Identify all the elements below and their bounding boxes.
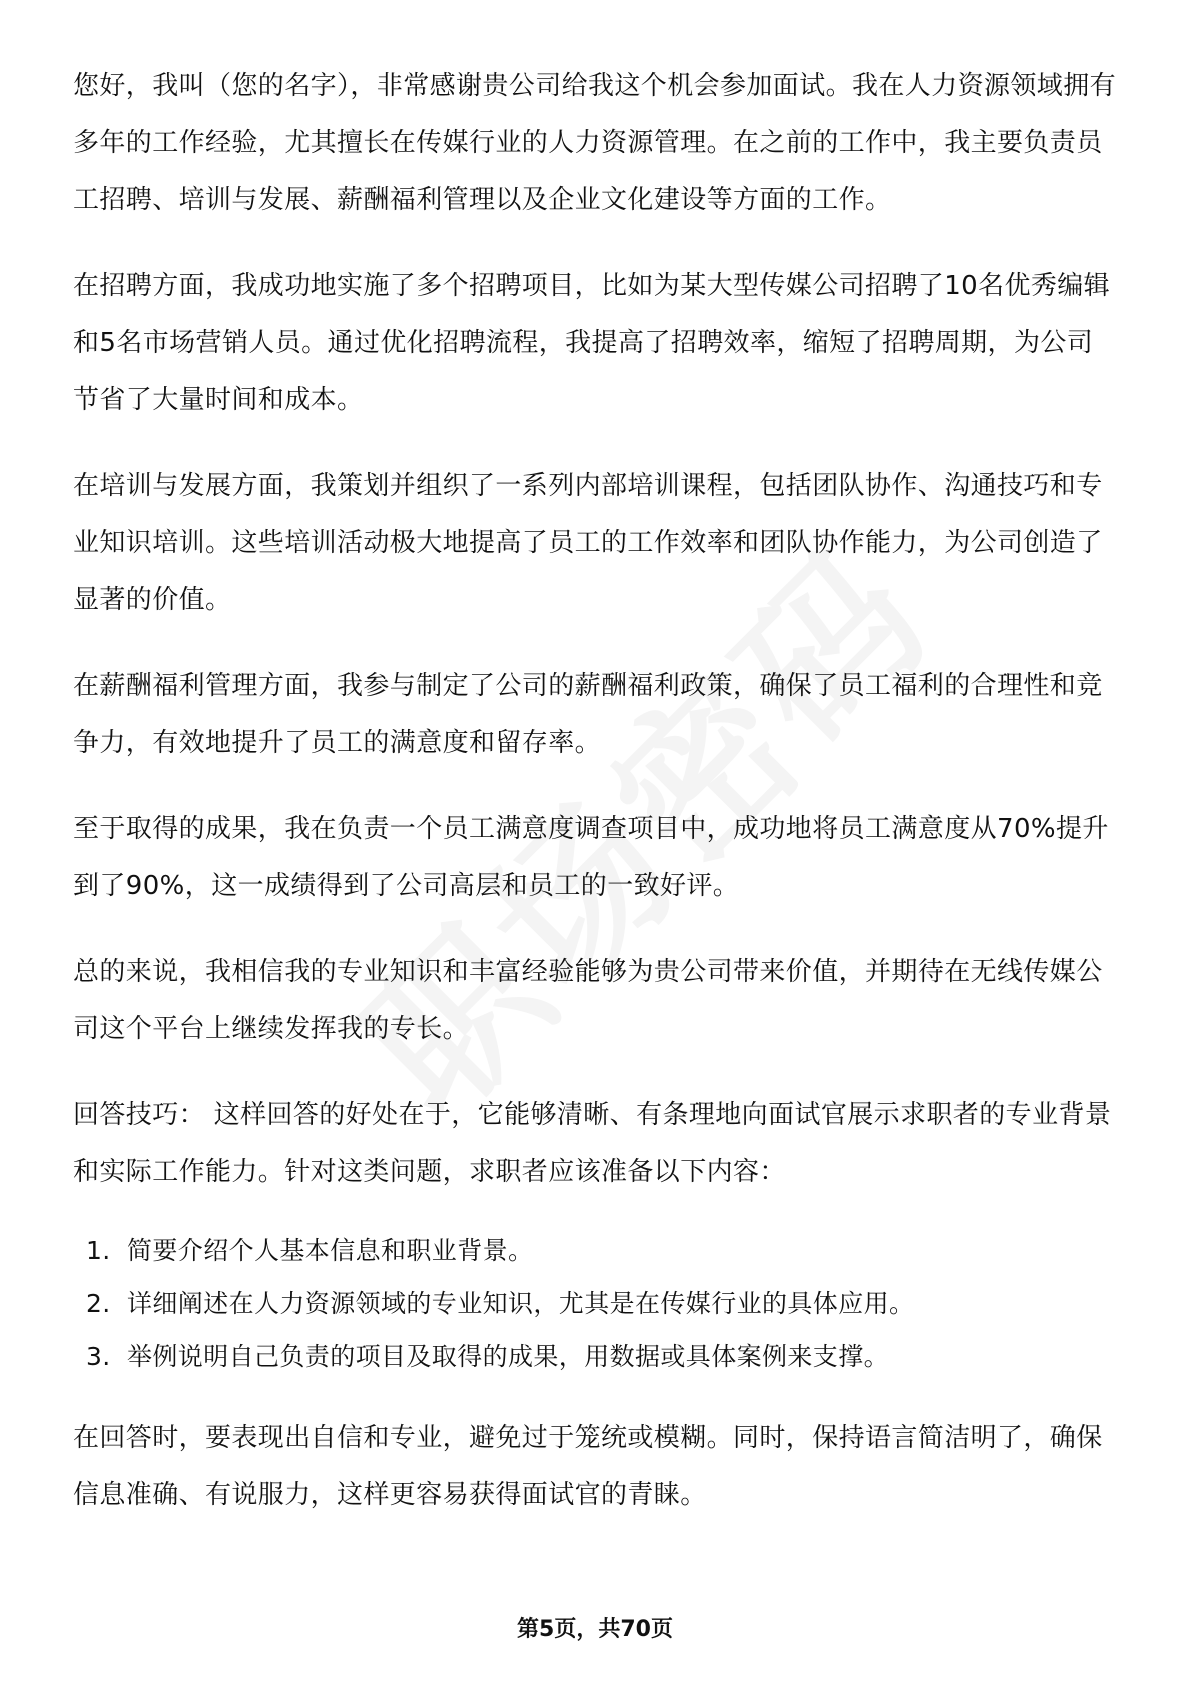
paragraph-recruitment: 在招聘方面，我成功地实施了多个招聘项目，比如为某大型传媒公司招聘了10名优秀编辑和5名市场营销人员。通过优化招聘流程，我提高了招聘效率，缩短了招聘周期，为公司节省了大量时间和成本。 (73, 271, 1111, 415)
list-item-number: 1. (86, 1236, 111, 1265)
list-item (73, 1330, 1119, 1383)
paragraph-summary: 总的来说，我相信我的专业知识和丰富经验能够为贵公司带来价值，并期待在无线传媒公司这个平台上继续发挥我的专长。 (73, 957, 1103, 1044)
list-item-number: 2. (86, 1289, 111, 1318)
tips-list (73, 1224, 1119, 1383)
paragraph-closing: 在回答时，要表现出自信和专业，避免过于笼统或模糊。同时，保持语言简洁明了，确保信息准确、有说服力，这样更容易获得面试官的青睐。 (73, 1423, 1103, 1510)
list-item-text: 详细阐述在人力资源领域的专业知识，尤其是在传媒行业的具体应用。 (127, 1289, 915, 1318)
page-number: 第5页，共70页 (517, 1617, 673, 1642)
document-body (73, 58, 1119, 1553)
paragraph-achievements: 至于取得的成果，我在负责一个员工满意度调查项目中，成功地将员工满意度从70%提升到了90%，这一成绩得到了公司高层和员工的一致好评。 (73, 814, 1109, 901)
list-item (73, 1277, 1119, 1330)
paragraph-training: 在培训与发展方面，我策划并组织了一系列内部培训课程，包括团队协作、沟通技巧和专业知识培训。这些培训活动极大地提高了员工的工作效率和团队协作能力，为公司创造了显著的价值。 (73, 471, 1103, 615)
paragraph-intro: 您好，我叫（您的名字），非常感谢贵公司给我这个机会参加面试。我在人力资源领域拥有多年的工作经验，尤其擅长在传媒行业的人力资源管理。在之前的工作中，我主要负责员工招聘、培训与发展、薪酬福利管理以及企业文化建设等方面的工作。 (73, 71, 1117, 215)
list-item-number: 3. (86, 1342, 111, 1371)
paragraph-compensation: 在薪酬福利管理方面，我参与制定了公司的薪酬福利政策，确保了员工福利的合理性和竞争力，有效地提升了员工的满意度和留存率。 (73, 671, 1103, 758)
list-item-text: 举例说明自己负责的项目及取得的成果，用数据或具体案例来支撑。 (127, 1342, 890, 1371)
list-item-text: 简要介绍个人基本信息和职业背景。 (127, 1236, 534, 1265)
list-item (73, 1224, 1119, 1277)
paragraph-tips: 回答技巧： 这样回答的好处在于，它能够清晰、有条理地向面试官展示求职者的专业背景和实际工作能力。针对这类问题，求职者应该准备以下内容： (73, 1100, 1112, 1187)
